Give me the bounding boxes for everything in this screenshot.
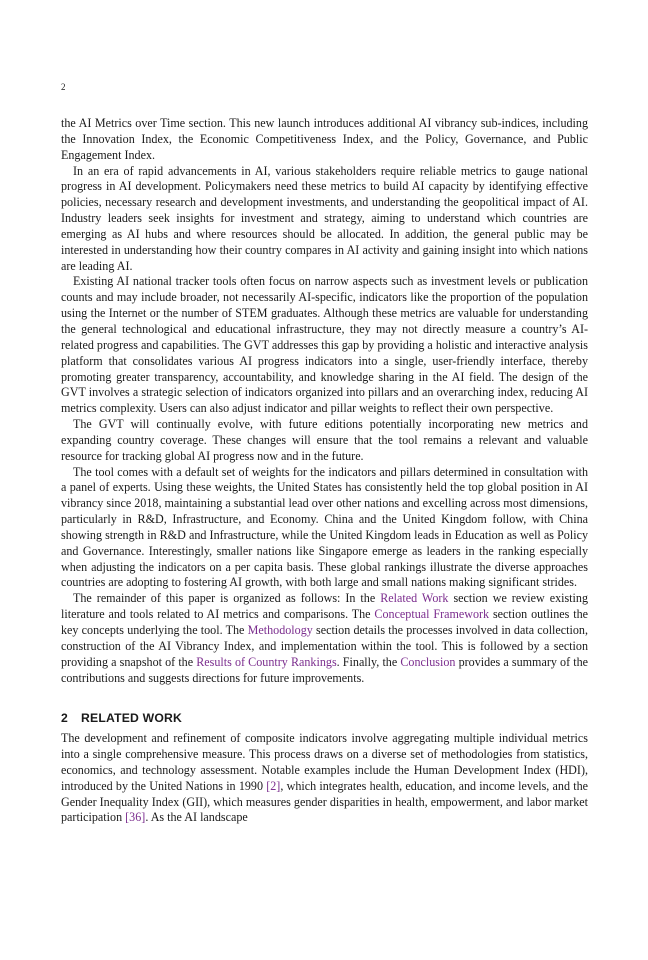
text: The remainder of this paper is organized as follows: In the — [73, 591, 381, 606]
citation-36[interactable]: [36] — [125, 810, 146, 825]
section-heading-related-work — [61, 711, 588, 727]
paragraph-default-weights: The tool comes with a default set of weights for the indicators and pillars determined in consultation with a panel of experts. Using these weights, the United States has consistently held the top global position in AI vibrancy since 2018, maintaining a substantial lead over other nations and excelling across most dimensions, particularly in R&D, Infrastructure, and Economy. China and the United Kingdom follow, with China showing strength in R&D and Infrastructure, while the United Kingdom leads in Education as well as Policy and Governance. Interestingly, smaller nations like Singapore emerge as leaders in the ranking especially when adjusting the indicators on a per capita basis. These global rankings illustrate the diverse approaches countries are adopting to fostering AI growth, with both large and small nations making significant strides. — [61, 464, 588, 590]
link-related-work[interactable]: Related Work — [380, 591, 449, 606]
page-number: 2 — [61, 82, 66, 92]
text: provides a summary of the contributions and suggests directions for future improvements. — [61, 654, 588, 685]
page-body — [61, 116, 588, 826]
text: section details the processes involved in data collection, construction of the AI Vibrancy Index, and implementation within the tool. This is followed by a section providing a snapshot of the — [61, 623, 588, 669]
section-title: RELATED WORK — [81, 711, 183, 726]
text: section we review existing literature and tools related to AI metrics and comparisons. The — [61, 591, 588, 622]
text: . As the AI landscape — [145, 810, 248, 825]
paragraph-stakeholders: In an era of rapid advancements in AI, various stakeholders require reliable metrics to gauge national progress in AI development. Policymakers need these metrics to build AI capacity by identifying effective policies, necessary research and development investments, and understanding the geopolitical impact of AI. Industry leaders seek insights for investment and strategy, aiming to understand which countries are emerging as AI hubs and where resources should be allocated. In addition, the general public may be interested in understanding how their country compares in AI activity and gaining insight into which nations are leading AI. — [61, 163, 588, 273]
paragraph-composite-indicators — [61, 731, 588, 826]
link-results-country-rankings[interactable]: Results of Country Rankings — [196, 654, 337, 669]
section-number: 2 — [61, 711, 68, 726]
text: , which integrates health, education, and income levels, and the Gender Inequality Index (GII), which measures gender disparities in health, empowerment, and labor market participation — [61, 778, 589, 825]
text: section outlines the key concepts underlying the tool. The — [61, 607, 588, 637]
text: . Finally, the — [336, 654, 401, 669]
paragraph-gvt-evolution: The GVT will continually evolve, with future editions potentially incorporating new metrics and expanding country coverage. These changes will ensure that the tool remains a relevant and valuable resource for tracking global AI progress now and in the future. — [61, 417, 588, 463]
citation-2[interactable]: [2] — [266, 778, 281, 793]
paragraph-existing-tools: Existing AI national tracker tools often focus on narrow aspects such as investment levels or publication counts and may include broader, not necessarily AI-specific, indicators like the proportion of the population using the Internet or the number of STEM graduates. Although these metrics are valuable for understanding the general technological and educational infrastructure, they may not directly measure a country’s AI-related progress and capabilities. The GVT addresses this gap by providing a holistic and interactive analysis platform that consolidates various AI progress indicators into a single, user-friendly interface, thereby promoting greater transparency, accountability, and knowledge sharing in the AI field. The design of the GVT involves a strategic selection of indicators organized into pillars and an overarching index, reducing AI metrics complexity. Users can also adjust indicator and pillar weights to reflect their own perspective. — [61, 274, 588, 416]
link-methodology[interactable]: Methodology — [247, 623, 313, 637]
link-conceptual-framework[interactable]: Conceptual Framework — [374, 607, 490, 622]
text: The development and refinement of composite indicators involve aggregating multiple individual metrics into a single comprehensive measure. This process draws on a diverse set of methodologies from statistics, economics, and technology assessment. Notable examples include the Human Development Index (HDI), introduced by the United Nations in 1990 — [61, 731, 588, 793]
paragraph-paper-organization — [61, 591, 588, 686]
paragraph-intro-continued: the AI Metrics over Time section. This new launch introduces additional AI vibrancy sub-indices, including the Innovation Index, the Economic Competitiveness Index, and the Policy, Governance, and Public Engagement Index. — [61, 116, 588, 162]
link-conclusion[interactable]: Conclusion — [400, 654, 456, 669]
